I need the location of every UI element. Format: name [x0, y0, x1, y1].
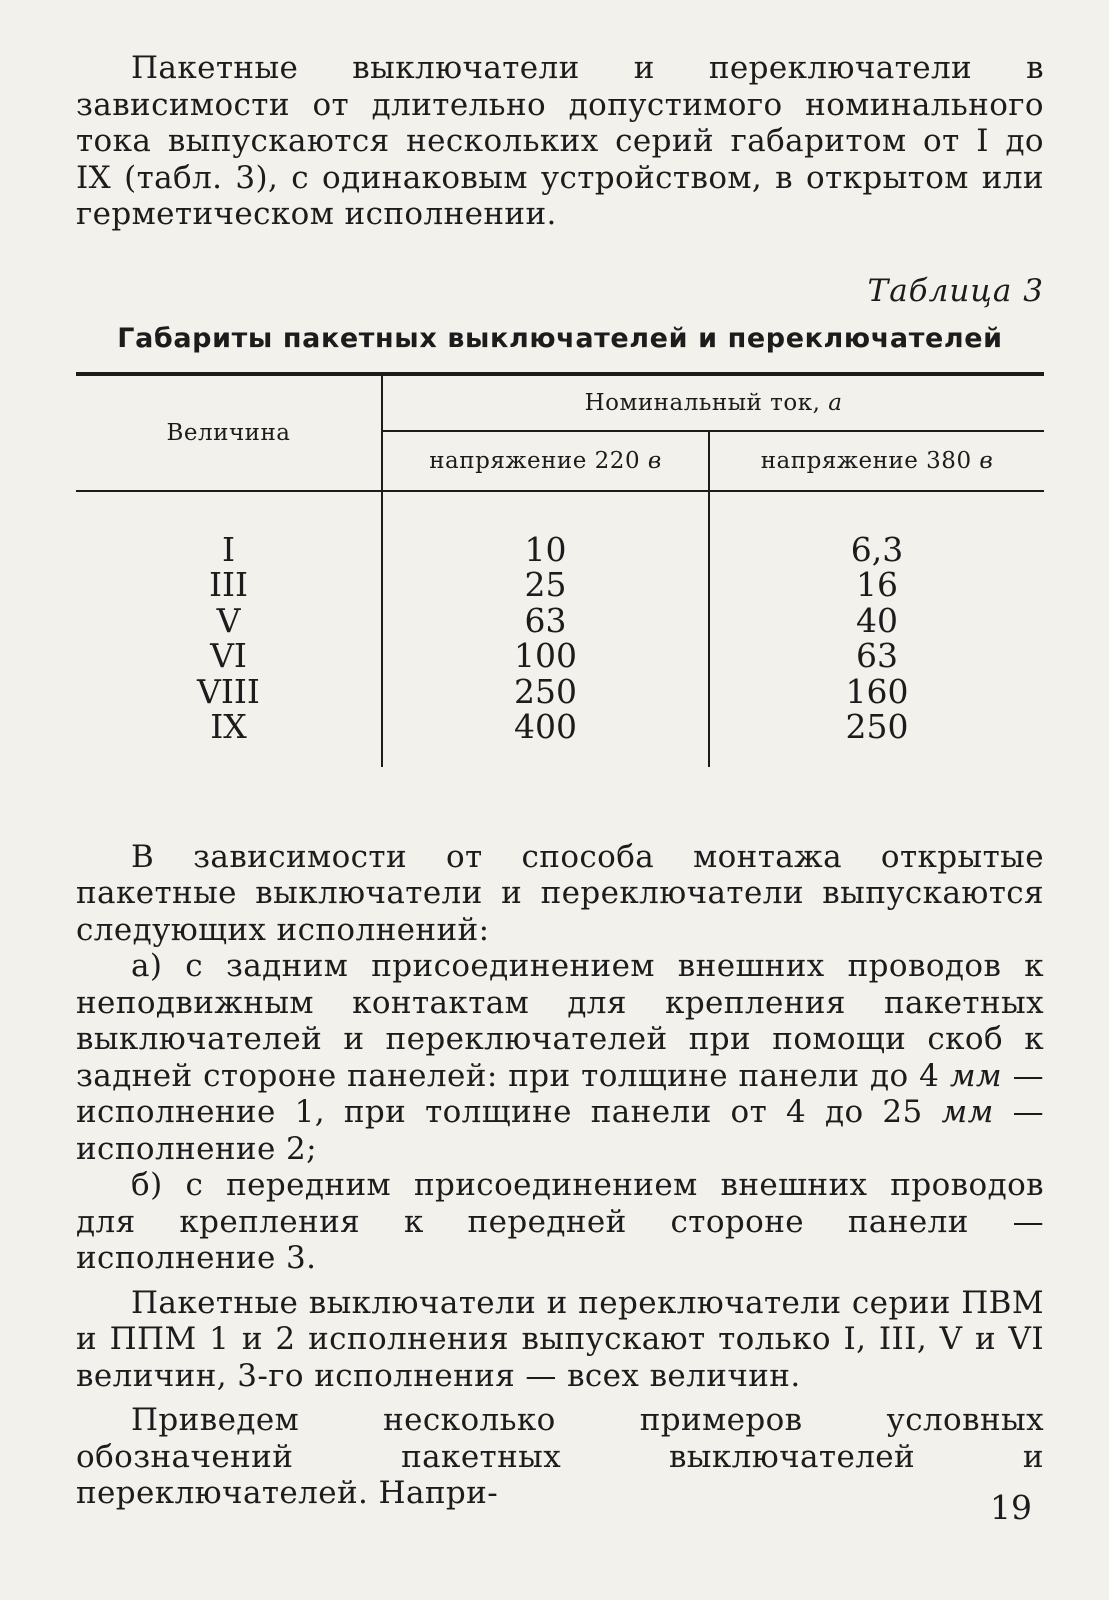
current-220-cell: 63 [524, 600, 567, 640]
header-nominal-current [382, 374, 1044, 431]
current-220-cell: 100 [514, 636, 577, 675]
size-cell: V [216, 600, 241, 640]
current-380-cell: 6,3 [850, 529, 904, 569]
item-a-unit-1: мм [949, 1057, 1003, 1094]
dimensions-table [76, 372, 1044, 767]
header-voltage-380 [709, 431, 1044, 491]
header-size: Величина [76, 374, 382, 491]
header-380-unit: в [979, 447, 994, 474]
current-380-cell: 160 [845, 671, 909, 711]
item-a-paragraph [76, 948, 1044, 1167]
intro-paragraph: Пакетные выключатели и переключатели в зависимости от длительно допустимого номинального тока выпускаются нескольких серий габаритом от I до IX (табл. 3), с одинаковым устройством, в открытом или герметическом исполнении. [76, 50, 1044, 232]
header-220-unit: в [647, 447, 662, 474]
current-380-cell: 250 [845, 707, 909, 746]
item-a-text-3: — исполнение 2; [76, 1094, 1045, 1167]
current-380-cell: 40 [856, 600, 898, 640]
current-220-cell: 250 [514, 671, 577, 711]
item-a-unit-2: мм [941, 1094, 994, 1130]
table-title: Габариты пакетных выключателей и переключателей [117, 322, 1003, 354]
size-cell: VI [210, 636, 247, 675]
header-voltage-220 [382, 431, 709, 491]
current-220-cell: 25 [524, 565, 567, 604]
size-cell: VIII [197, 671, 260, 711]
size-cell: I [221, 529, 236, 569]
current-220-column [382, 491, 709, 767]
current-380-column [709, 491, 1044, 767]
size-column [76, 491, 382, 767]
page-number: 19 [990, 1488, 1032, 1527]
header-current-label: Номинальный ток, [584, 389, 821, 416]
table-caption: Таблица 3 [867, 272, 1044, 309]
size-cell: IX [210, 707, 247, 746]
header-current-unit: а [828, 389, 843, 416]
header-380-label: напряжение 380 [760, 447, 972, 474]
current-380-cell: 16 [856, 565, 898, 604]
current-220-cell: 10 [524, 529, 567, 569]
size-cell: III [208, 565, 249, 604]
header-220-label: напряжение 220 [429, 447, 641, 474]
series-paragraph: Пакетные выключатели и переключатели серии ПВМ и ППМ 1 и 2 исполнения выпускают только I, III, V и VI величин, 3-го исполнения — всех величин. [76, 1284, 1044, 1394]
current-220-cell: 400 [514, 707, 577, 746]
current-380-cell: 63 [856, 636, 898, 675]
item-a-text-2: — исполнение 1, при толщине панели от 4 до 25 [76, 1057, 1044, 1130]
examples-paragraph: Приведем несколько примеров условных обозначений пакетных выключателей и переключателей. Напри- [76, 1402, 1044, 1511]
item-b-paragraph: б) с передним присоединением внешних проводов для крепления к передней стороне панели — исполнение 3. [76, 1167, 1044, 1276]
mounting-paragraph: В зависимости от способа монтажа открытые пакетные выключатели и переключатели выпускаются следующих исполнений: [76, 838, 1044, 948]
page-content [76, 50, 1044, 1512]
item-a-text-1: а) с задним присоединением внешних проводов к неподвижным контактам для крепления пакетных выключателей и переключателей при помощи скоб к задней стороне панелей: при толщине панели до 4 [76, 948, 1044, 1094]
